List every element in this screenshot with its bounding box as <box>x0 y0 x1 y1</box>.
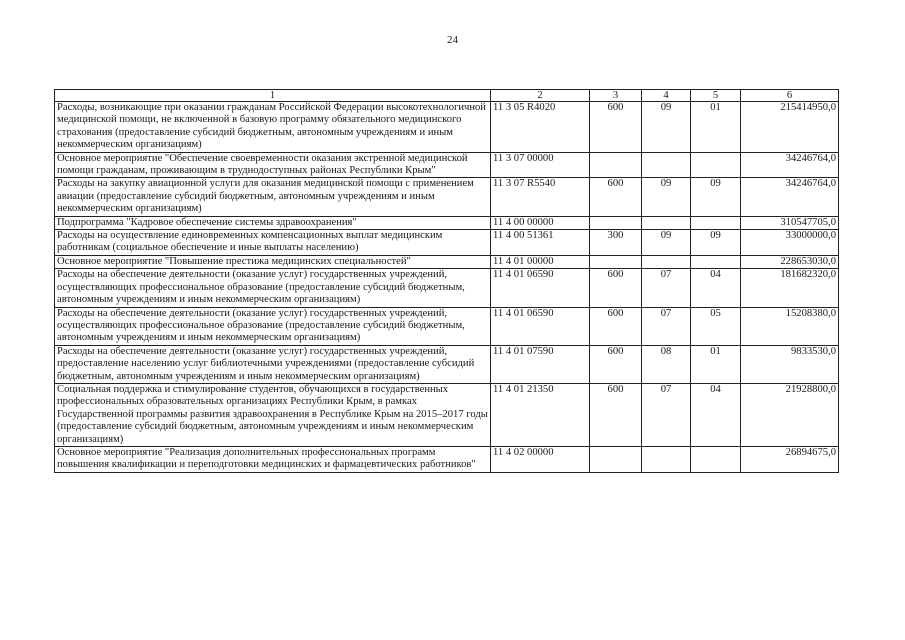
row-col4: 07 <box>642 383 691 446</box>
row-amount: 215414950,0 <box>741 102 839 153</box>
row-col5: 09 <box>691 178 741 216</box>
table-row <box>55 307 839 345</box>
row-col5: 04 <box>691 269 741 307</box>
row-col4 <box>642 255 691 268</box>
row-col4: 09 <box>642 178 691 216</box>
table-row <box>55 383 839 446</box>
row-code: 11 3 07 00000 <box>491 152 590 178</box>
row-code: 11 4 01 21350 <box>491 383 590 446</box>
table-row <box>55 152 839 178</box>
table-row <box>55 255 839 268</box>
row-name: Социальная поддержка и стимулирование студентов, обучающихся в государственных профессиональных образовательных организациях Республики Крым, в рамках Государственной программы развития здравоохранения в Республике Крым на 2015–2017 годы (предоставление субсидий бюджетным, автономным учреждениям и иным некоммерческим организациям) <box>55 383 491 446</box>
row-code: 11 4 01 06590 <box>491 269 590 307</box>
table-row <box>55 216 839 229</box>
table-row <box>55 102 839 153</box>
row-col5 <box>691 152 741 178</box>
row-amount: 34246764,0 <box>741 178 839 216</box>
row-col3 <box>590 255 642 268</box>
row-col4 <box>642 446 691 472</box>
row-col4: 08 <box>642 345 691 383</box>
row-code: 11 4 01 00000 <box>491 255 590 268</box>
table-row <box>55 230 839 256</box>
row-col5 <box>691 255 741 268</box>
row-col3: 300 <box>590 230 642 256</box>
row-code: 11 4 00 00000 <box>491 216 590 229</box>
row-amount: 34246764,0 <box>741 152 839 178</box>
column-header-4: 4 <box>642 90 691 102</box>
row-amount: 228653030,0 <box>741 255 839 268</box>
row-col4: 07 <box>642 269 691 307</box>
row-amount: 9833530,0 <box>741 345 839 383</box>
row-code: 11 3 05 R4020 <box>491 102 590 153</box>
row-code: 11 4 02 00000 <box>491 446 590 472</box>
row-name: Расходы, возникающие при оказании гражданам Российской Федерации высокотехнологичной медицинской помощи, не включенной в базовую программу обязательного медицинского страхования (предоставление субсидий бюджетным, автономным учреждениям и иным некоммерческим организациям) <box>55 102 491 153</box>
table-body <box>55 102 839 473</box>
row-col4: 09 <box>642 102 691 153</box>
row-col3: 600 <box>590 307 642 345</box>
column-header-3: 3 <box>590 90 642 102</box>
row-col5 <box>691 446 741 472</box>
row-col5: 05 <box>691 307 741 345</box>
row-col5: 09 <box>691 230 741 256</box>
row-col3 <box>590 446 642 472</box>
header-row <box>55 90 839 102</box>
row-name: Расходы на закупку авиационной услуги для оказания медицинской помощи с применением авиации (предоставление субсидий бюджетным, автономным учреждениям и иным некоммерческим организациям) <box>55 178 491 216</box>
row-name: Расходы на обеспечение деятельности (оказание услуг) государственных учреждений, предоставление населению услуг библиотечными учреждениями (предоставление субсидий бюджетным, автономным учреждениям и иным некоммерческим организациям) <box>55 345 491 383</box>
row-col3: 600 <box>590 102 642 153</box>
row-col4 <box>642 152 691 178</box>
page-number: 24 <box>447 34 458 46</box>
row-col5 <box>691 216 741 229</box>
row-name: Расходы на осуществление единовременных компенсационных выплат медицинским работникам (социальное обеспечение и иные выплаты населению) <box>55 230 491 256</box>
row-code: 11 4 01 07590 <box>491 345 590 383</box>
row-code: 11 3 07 R5540 <box>491 178 590 216</box>
row-col3: 600 <box>590 269 642 307</box>
column-header-1: 1 <box>55 90 491 102</box>
row-amount: 15208380,0 <box>741 307 839 345</box>
row-amount: 181682320,0 <box>741 269 839 307</box>
row-col5: 01 <box>691 102 741 153</box>
column-header-5: 5 <box>691 90 741 102</box>
row-col3: 600 <box>590 178 642 216</box>
row-name: Подпрограмма "Кадровое обеспечение системы здравоохранения" <box>55 216 491 229</box>
row-col4: 09 <box>642 230 691 256</box>
row-col3 <box>590 216 642 229</box>
row-code: 11 4 00 51361 <box>491 230 590 256</box>
row-col4 <box>642 216 691 229</box>
column-header-2: 2 <box>491 90 590 102</box>
table-row <box>55 446 839 472</box>
row-col3: 600 <box>590 345 642 383</box>
budget-table <box>54 89 839 473</box>
row-col3: 600 <box>590 383 642 446</box>
row-code: 11 4 01 06590 <box>491 307 590 345</box>
row-name: Основное мероприятие "Повышение престижа медицинских специальностей" <box>55 255 491 268</box>
row-name: Расходы на обеспечение деятельности (оказание услуг) государственных учреждений, осуществляющих профессиональное образование (предоставление субсидий бюджетным, автономным учреждениям и иным некоммерческим организациям) <box>55 269 491 307</box>
row-amount: 310547705,0 <box>741 216 839 229</box>
row-amount: 33000000,0 <box>741 230 839 256</box>
row-name: Основное мероприятие "Реализация дополнительных профессиональных программ повышения квалификации и переподготовки медицинских и фармацевтических работников" <box>55 446 491 472</box>
row-name: Расходы на обеспечение деятельности (оказание услуг) государственных учреждений, осуществляющих профессиональное образование (предоставление субсидий бюджетным, автономным учреждениям и иным некоммерческим организациям) <box>55 307 491 345</box>
row-col5: 01 <box>691 345 741 383</box>
row-name: Основное мероприятие "Обеспечение своевременности оказания экстренной медицинской помощи гражданам, проживающим в труднодоступных районах Республики Крым" <box>55 152 491 178</box>
table-row <box>55 178 839 216</box>
table-row <box>55 269 839 307</box>
row-col3 <box>590 152 642 178</box>
column-header-6: 6 <box>741 90 839 102</box>
table-row <box>55 345 839 383</box>
row-col5: 04 <box>691 383 741 446</box>
row-amount: 21928800,0 <box>741 383 839 446</box>
row-amount: 26894675,0 <box>741 446 839 472</box>
row-col4: 07 <box>642 307 691 345</box>
